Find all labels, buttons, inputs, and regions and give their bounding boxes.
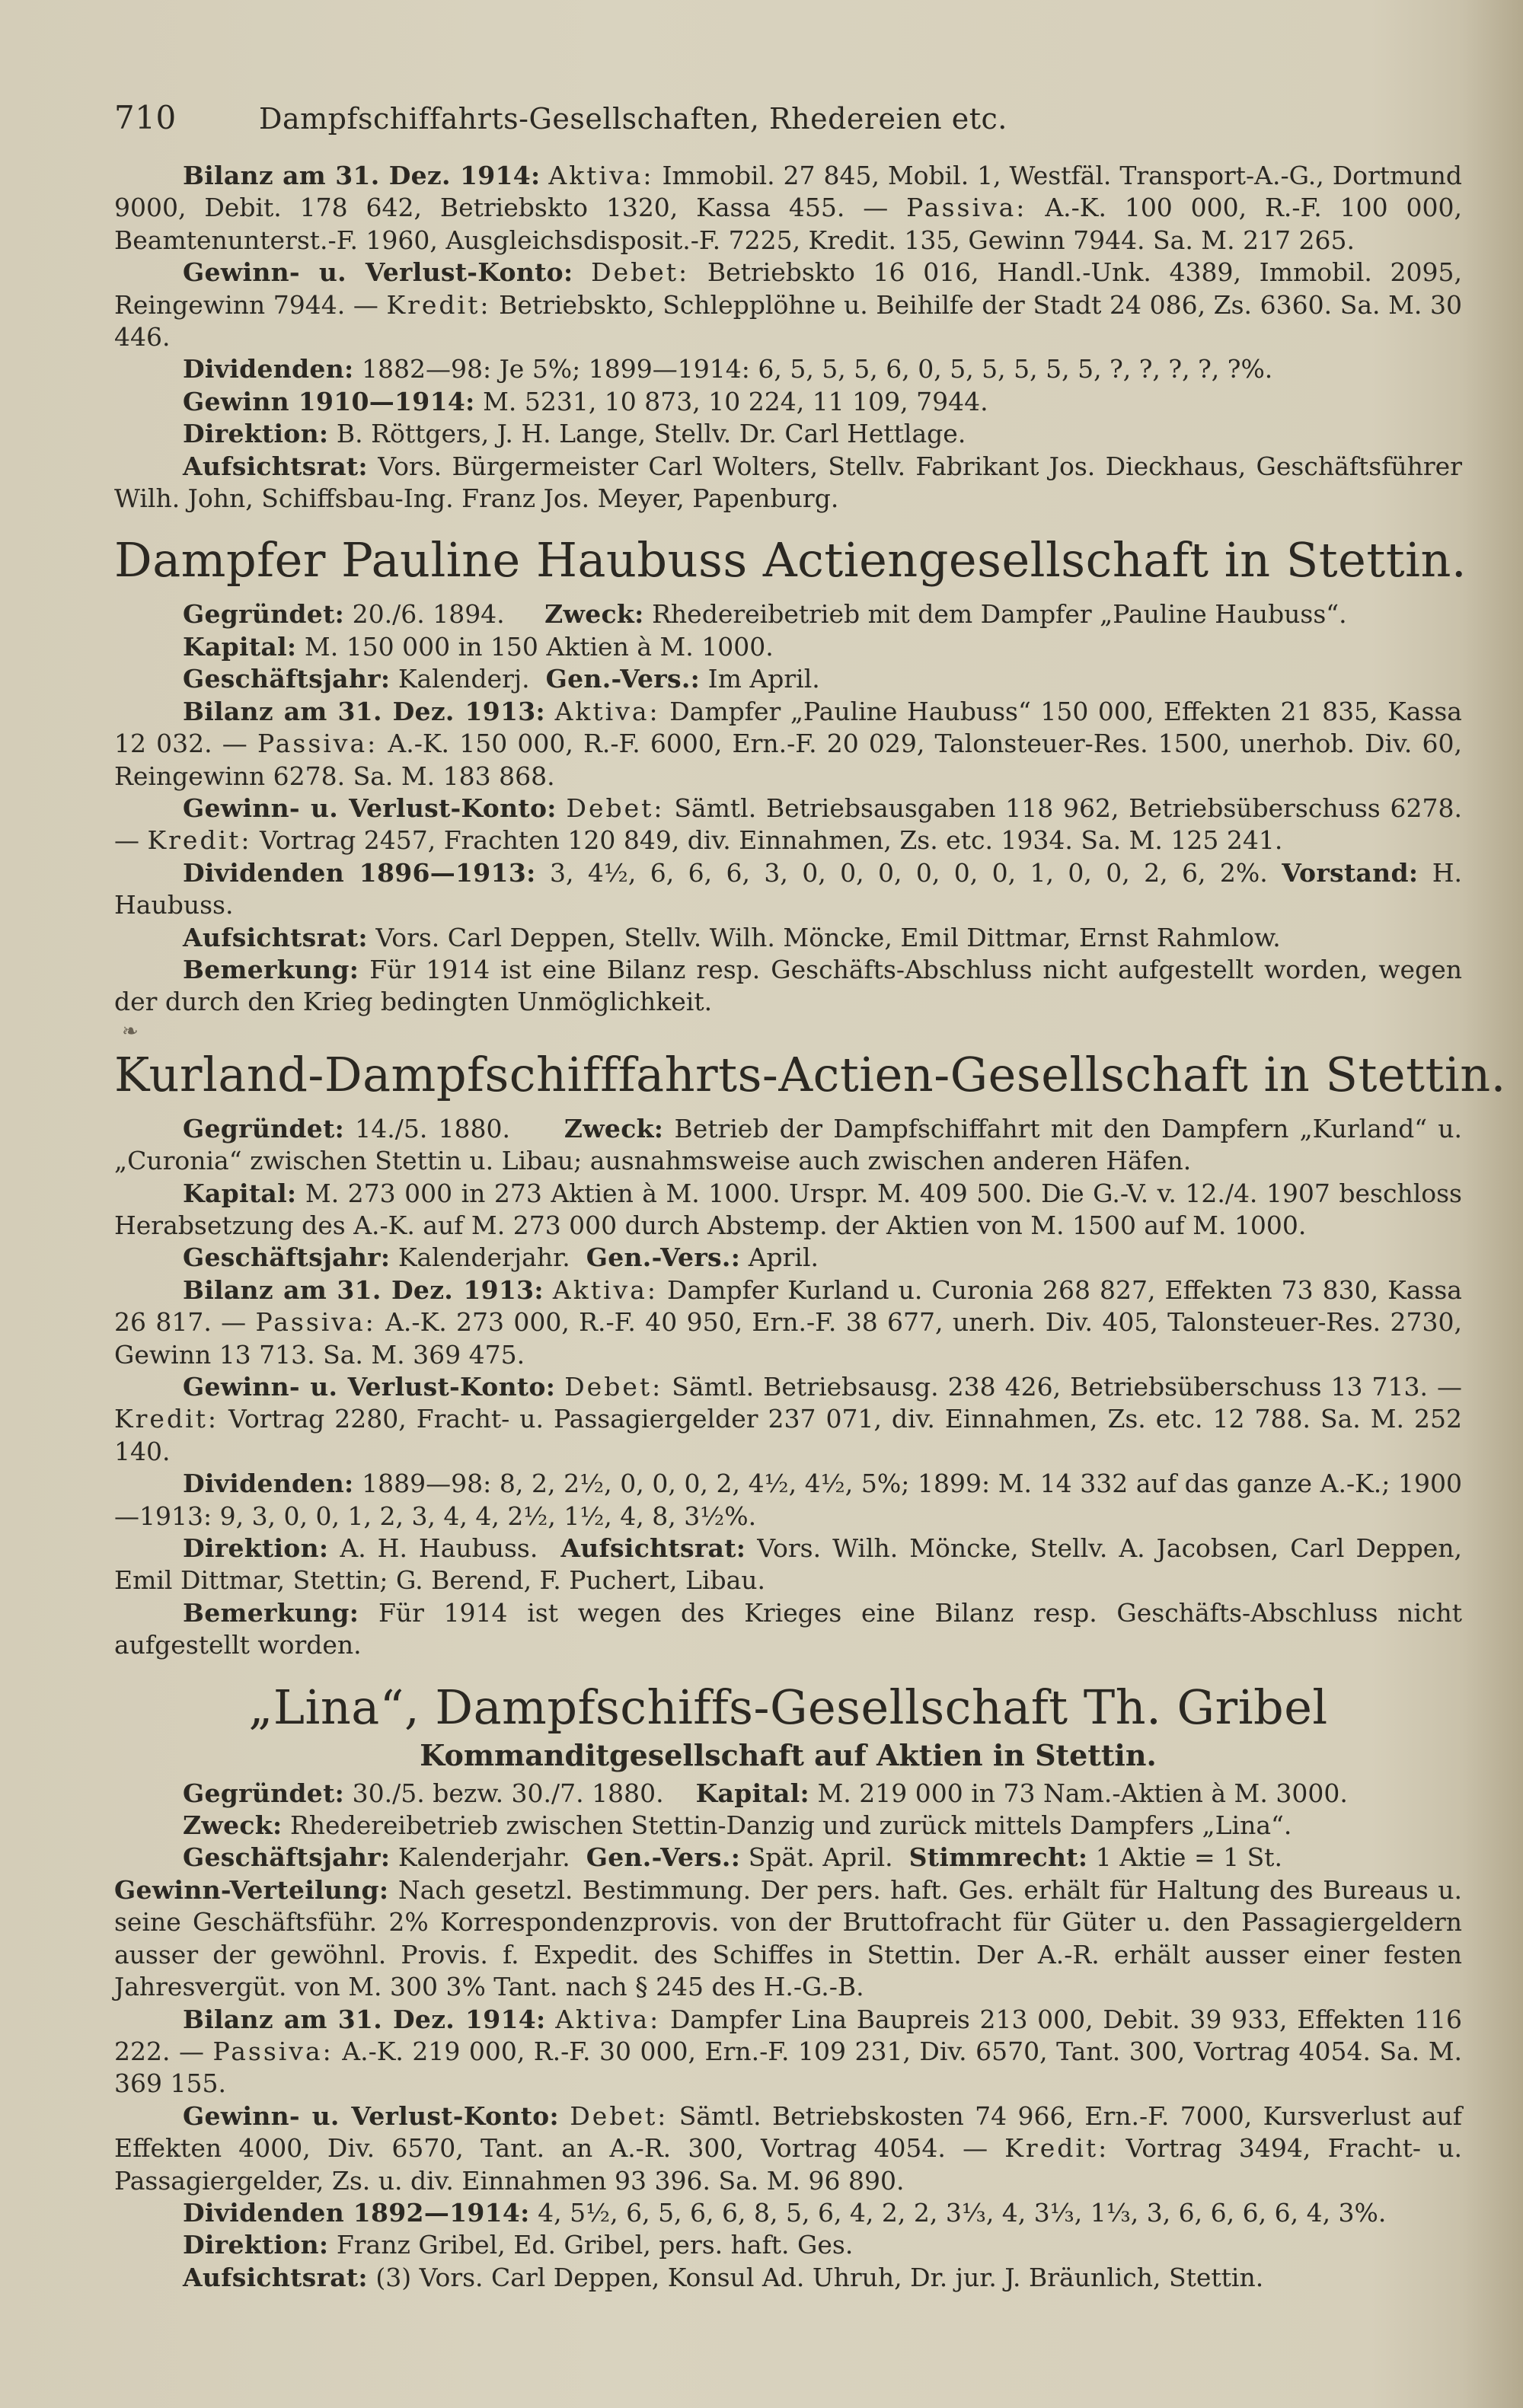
bilanz-paragraph: Bilanz am 31. Dez. 1913: Aktiva: Dampfer Kurland u. Curonia 268 827, Effekten 73 830, Kassa 26 817. — Passiva: A.-K. 273 000, R.-F. 40 950, Ern.-F. 38 677, unerh. Div. 405, Talonsteuer-Res. 2730, Gewinn 13 713. Sa. M. 369 475. — [114, 1274, 1462, 1370]
entry-lina — [114, 1677, 1462, 2295]
gegruendet-paragraph: Gegründet: 20./6. 1894. Zweck: Rhedereibetrieb mit dem Dampfer „Pauline Haubuss“. — [183, 599, 1347, 630]
company-subtitle: Kommanditgesellschaft auf Aktien in Stettin. — [420, 1737, 1157, 1772]
aufsichtsrat-paragraph: Aufsichtsrat: Vors. Bürgermeister Carl Wolters, Stellv. Fabrikant Jos. Dieckhaus, Geschäftsführer Wilh. John, Schiffsbau-Ing. Franz Jos. Meyer, Papenburg. — [114, 451, 1462, 514]
dividenden-paragraph: Dividenden 1896—1913: 3, 4½, 6, 6, 6, 3, 0, 0, 0, 0, 0, 0, 1, 0, 0, 2, 6, 2%. Vorstand: H. Haubuss. — [114, 857, 1462, 920]
ornament-mark: ❧ — [122, 1019, 139, 1043]
direktion-paragraph: Direktion: Franz Gribel, Ed. Gribel, pers. haft. Ges. — [183, 2230, 854, 2260]
direktion-paragraph: Direktion: B. Röttgers, J. H. Lange, Stellv. Dr. Carl Hettlage. — [183, 419, 966, 449]
dividenden-paragraph: Dividenden: 1889—98: 8, 2, 2½, 0, 0, 0, 2, 4½, 4½, 5%; 1899: M. 14 332 auf das ganze A.-K.; 1900—1913: 9, 3, 0, 0, 1, 2, 3, 4, 4, 2½, 1½, 4, 8, 3½%. — [114, 1469, 1462, 1531]
bemerkung-paragraph: Bemerkung: Für 1914 ist eine Bilanz resp. Geschäfts-Abschluss nicht aufgestellt worden, wegen der durch den Krieg bedingten Unmöglichkeit. — [114, 954, 1462, 1017]
company-title: „Lina“, Dampfschiffs-Gesellschaft Th. Gribel — [248, 1679, 1328, 1735]
bilanz-paragraph: Bilanz am 31. Dez. 1914: Aktiva: Immobil. 27 845, Mobil. 1, Westfäl. Transport-A.-G., Dortmund 9000, Debit. 178 642, Betriebskto 1320, Kassa 455. — Passiva: A.-K. 100 000, R.-F. 100 000, Beamtenunterst.-F. 1960, Ausgleichsdisposit.-F. 7225, Kredit. 135, Gewinn 7944. Sa. M. 217 265. — [114, 161, 1462, 255]
company-title: Dampfer Pauline Haubuss Actiengesellschaft in Stettin. — [114, 532, 1467, 588]
bemerkung-paragraph: Bemerkung: Für 1914 ist wegen des Krieges eine Bilanz resp. Geschäfts-Abschluss nicht aufgestellt worden. — [114, 1597, 1462, 1660]
aufsichtsrat-paragraph: Aufsichtsrat: (3) Vors. Carl Deppen, Konsul Ad. Uhruh, Dr. jur. J. Bräunlich, Stettin. — [183, 2262, 1264, 2292]
guv-paragraph: Gewinn- u. Verlust-Konto: Debet: Betriebskto 16 016, Handl.-Unk. 4389, Immobil. 2095, Reingewinn 7944. — Kredit: Betriebskto, Schlepplöhne u. Beihilfe der Stadt 24 086, Zs. 6360. Sa. M. 30 446. — [114, 257, 1462, 352]
bilanz-paragraph: Bilanz am 31. Dez. 1913: Aktiva: Dampfer „Pauline Haubuss“ 150 000, Effekten 21 835, Kassa 12 032. — Passiva: A.-K. 150 000, R.-F. 6000, Ern.-F. 20 029, Talonsteuer-Res. 1500, unerhob. Div. 60, Reingewinn 6278. Sa. M. 183 868. — [114, 696, 1462, 791]
geschaeftsjahr-paragraph: Geschäftsjahr: Kalenderjahr. Gen.-Vers.: Spät. April. Stimmrecht: 1 Aktie = 1 St. — [183, 1842, 1282, 1873]
gegruendet-paragraph: Gegründet: 14./5. 1880. Zweck: Betrieb der Dampfschiffahrt mit den Dampfern „Kurland“ u. „Curonia“ zwischen Stettin u. Libau; ausnahmsweise auch zwischen anderen Häfen. — [114, 1113, 1463, 1176]
company-title: Kurland-Dampfschifffahrts-Actien-Gesellschaft in Stettin. — [114, 1046, 1506, 1102]
gewinn-paragraph: Gewinn 1910—1914: M. 5231, 10 873, 10 224, 11 109, 7944. — [183, 386, 988, 416]
entry-pauline-haubuss — [114, 530, 1467, 1018]
dividenden-paragraph: Dividenden 1892—1914: 4, 5½, 6, 5, 6, 6, 8, 5, 6, 4, 2, 2, 3⅓, 4, 3⅓, 1⅓, 3, 6, 6, 6, 6, 4, 3%. — [183, 2197, 1387, 2228]
guv-paragraph: Gewinn- u. Verlust-Konto: Debet: Sämtl. Betriebskosten 74 966, Ern.-F. 7000, Kursverlust auf Effekten 4000, Div. 6570, Tant. an A.-R. 300, Vortrag 4054. — Kredit: Vortrag 3494, Fracht- u. Passagiergelder, Zs. u. div. Einnahmen 93 396. Sa. M. 96 890. — [114, 2100, 1462, 2196]
geschaeftsjahr-paragraph: Geschäftsjahr: Kalenderjahr. Gen.-Vers.: April. — [183, 1242, 819, 1273]
geschaeftsjahr-paragraph: Geschäftsjahr: Kalenderj. Gen.-Vers.: Im April. — [183, 664, 820, 694]
running-head: Dampfschiffahrts-Gesellschaften, Rhedereien etc. — [259, 102, 1007, 136]
gegruendet-paragraph: Gegründet: 30./5. bezw. 30./7. 1880. Kapital: M. 219 000 in 73 Nam.-Aktien à M. 3000. — [183, 1778, 1348, 1808]
gewinn-verteilung-paragraph: Gewinn-Verteilung: Nach gesetzl. Bestimmung. Der pers. haft. Ges. erhält für Haltung des Bureaus u. seine Geschäftsführ. 2% Korrespondenzprovis. von der Bruttofracht für Güter u. den Passagiergeldern ausser der gewöhnl. Provis. f. Expedit. des Schiffes in Stettin. Der A.-R. erhält ausser einer festen Jahresvergüt. von M. 300 3% Tant. nach § 245 des H.-G.-B. — [114, 1874, 1462, 2002]
page-number: 710 — [114, 99, 177, 136]
zweck-paragraph: Zweck: Rhedereibetrieb zwischen Stettin-Danzig und zurück mittels Dampfers „Lina“. — [183, 1810, 1292, 1841]
page-header — [114, 99, 1462, 160]
aufsichtsrat-paragraph: Aufsichtsrat: Vors. Carl Deppen, Stellv. Wilh. Möncke, Emil Dittmar, Ernst Rahmlow. — [183, 922, 1281, 952]
bilanz-paragraph: Bilanz am 31. Dez. 1914: Aktiva: Dampfer Lina Baupreis 213 000, Debit. 39 933, Effekten 116 222. — Passiva: A.-K. 219 000, R.-F. 30 000, Ern.-F. 109 231, Div. 6570, Tant. 300, Vortrag 4054. Sa. M. 369 155. — [114, 2004, 1462, 2099]
entry-kurland — [114, 1045, 1506, 1662]
direktion-paragraph: Direktion: A. H. Haubuss. Aufsichtsrat: Vors. Wilh. Möncke, Stellv. A. Jacobsen, Carl Deppen, Emil Dittmar, Stettin; G. Berend, F. Puchert, Libau. — [114, 1533, 1462, 1596]
kapital-paragraph: Kapital: M. 273 000 in 273 Aktien à M. 1000. Urspr. M. 409 500. Die G.-V. v. 12./4. 1907 beschloss Herabsetzung des A.-K. auf M. 273 000 durch Abstemp. der Aktien von M. 1500 auf M. 1000. — [114, 1178, 1462, 1240]
guv-paragraph: Gewinn- u. Verlust-Konto: Debet: Sämtl. Betriebsausgaben 118 962, Betriebsüberschuss 6278. — Kredit: Vortrag 2457, Frachten 120 849, div. Einnahmen, Zs. etc. 1934. Sa. M. 125 241. — [114, 793, 1462, 856]
guv-paragraph: Gewinn- u. Verlust-Konto: Debet: Sämtl. Betriebsausg. 238 426, Betriebsüberschuss 13 713. — Kredit: Vortrag 2280, Fracht- u. Passagiergelder 237 071, div. Einnahmen, Zs. etc. 12 788. Sa. M. 252 140. — [114, 1372, 1462, 1466]
dividenden-paragraph: Dividenden: 1882—98: Je 5%; 1899—1914: 6, 5, 5, 5, 6, 0, 5, 5, 5, 5, 5, ?, ?, ?, ?, ?%. — [183, 354, 1273, 384]
kapital-paragraph: Kapital: M. 150 000 in 150 Aktien à M. 1000. — [183, 631, 774, 662]
page-content — [114, 99, 1506, 2294]
entry-continuation — [114, 160, 1462, 515]
